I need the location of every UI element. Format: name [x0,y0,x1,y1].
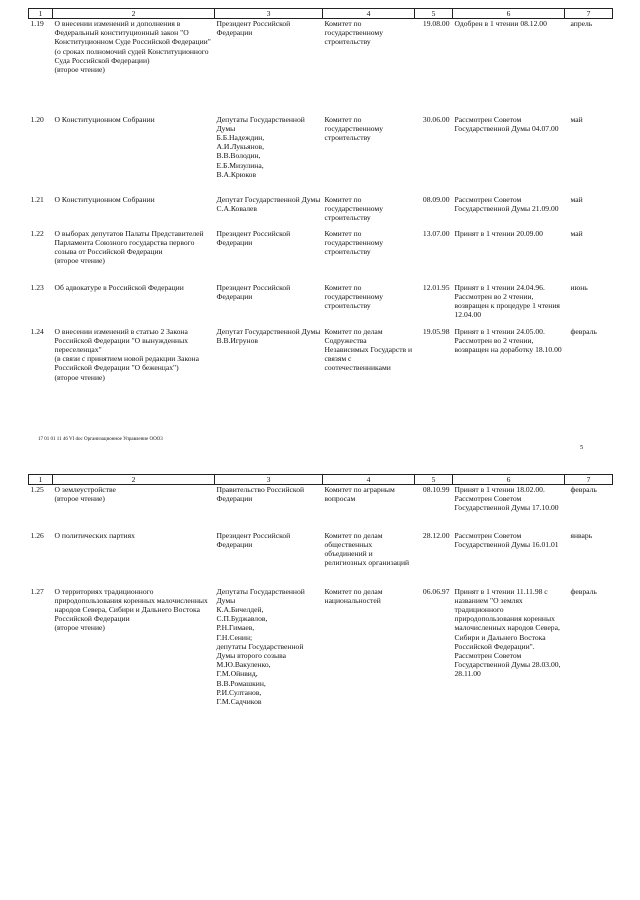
row-number: 1.24 [30,326,44,336]
responsible-committee: Комитет по государственному строительству [324,282,384,310]
planned-month: май [570,114,583,124]
bill-title: О выборах депутатов Палаты Представителей Парламента Союзного государства первого созыва от Российской Федерации (второе чтение) [54,228,204,266]
table-row [29,327,613,407]
column-header: 6 [453,9,565,19]
planned-month: январь [570,530,593,540]
column-header: 2 [53,9,215,19]
bills-table-lower [28,474,613,747]
row-number: 1.26 [30,530,44,540]
document-footer: 17 01 01 11 46 VI doc Организационное Управление ООО3 [38,437,163,442]
bill-title: О политических партиях [54,530,135,540]
responsible-committee: Комитет по аграрным вопросам [324,485,395,504]
bill-author: Правительство Российской Федерации [216,485,305,504]
responsible-committee: Комитет по государственному строительству [324,228,384,256]
row-number: 1.19 [30,19,44,28]
bill-author: Президент Российской Федерации [216,282,291,301]
bill-status: Рассмотрен Советом Государственной Думы 04.07.00 [454,114,559,133]
header-row [29,475,613,485]
row-number: 1.25 [30,485,44,494]
submission-date: 12.01.95 [422,282,450,292]
column-header: 1 [29,9,53,19]
table-row [29,115,613,195]
bill-status: Рассмотрен Советом Государственной Думы 21.09.00 [454,194,559,213]
bill-title: Об адвокатуре в Российской Федерации [54,282,184,292]
column-header: 3 [215,475,323,485]
column-header: 4 [323,9,415,19]
responsible-committee: Комитет по государственному строительству [324,114,384,142]
column-header: 2 [53,475,215,485]
submission-date: 08.09.00 [422,194,450,204]
column-header: 7 [565,9,613,19]
header-row [29,9,613,19]
submission-date: 06.06.97 [422,586,450,596]
submission-date: 19.05.98 [422,326,450,336]
submission-date: 19.08.00 [422,19,450,28]
bill-author: Президент Российской Федерации [216,228,291,247]
bill-title: О Конституционном Собрании [54,114,155,124]
bill-title: О внесении изменений и дополнения в Федеральный конституционный закон "О Конституционном Суде Российской Федерации" (о сроках полномочий судей Конституционного Суда Российской Федерации) (второе чтение) [54,19,211,75]
bill-title: О территориях традиционного природопользования коренных малочисленных народов Севера, Сибири и Дальнего Востока Российской Федерации (второе чтение) [54,586,208,633]
table-row [29,587,613,747]
submission-date: 13.07.00 [422,228,450,238]
bill-status: Принят в 1 чтении 18.02.00. Рассмотрен Советом Государственной Думы 17.10.00 [454,485,559,513]
bill-title: О внесении изменений в статью 2 Закона Российской Федерации "О вынужденных переселенцах" (в связи с принятием новой редакции Закона Российской Федерации "О беженцах") (второе чтение) [54,326,199,382]
submission-date: 28.12.00 [422,530,450,540]
table-row [29,283,613,327]
column-header: 5 [415,9,453,19]
row-number: 1.22 [30,228,44,238]
column-header: 5 [415,475,453,485]
planned-month: май [570,228,583,238]
table-row [29,195,613,229]
responsible-committee: Комитет по делам общественных объединений и религиозных организаций [324,530,410,568]
row-number: 1.23 [30,282,44,292]
bill-author: Депутаты Государственной Думы К.А.Бичелдей, С.П.Буджавлов, Р.Н.Гимаев, Г.Н.Сенин; депутаты Государственной Думы второго созыва М.Ю.Вакуленко, Г.М.Ойнвид, В.В.Ромашкин, Р.И.Султанов, Г.М.Садчиков [216,586,305,706]
bill-status: Рассмотрен Советом Государственной Думы 16.01.01 [454,530,559,549]
page-number: 5 [580,444,584,451]
table-row [29,19,613,115]
planned-month: апрель [570,19,593,28]
table-row [29,531,613,587]
submission-date: 30.06.00 [422,114,450,124]
planned-month: февраль [570,485,597,494]
bill-author: Депутаты Государственной Думы Б.Б.Надеждин, А.И.Лукьянов, В.В.Володин, Е.Б.Мизулина, В.А.Крюков [216,114,305,179]
bill-author: Депутат Государственной Думы В.В.Игрунов [216,326,321,345]
planned-month: май [570,194,583,204]
bill-title: О землеустройстве (второе чтение) [54,485,116,504]
column-header: 1 [29,475,53,485]
table-row [29,485,613,531]
bill-status: Принят в 1 чтении 20.09.00 [454,228,543,238]
bill-author: Депутат Государственной Думы С.А.Ковалев [216,194,321,213]
column-header: 6 [453,475,565,485]
responsible-committee: Комитет по государственному строительству [324,19,384,47]
bill-status: Принят в 1 чтении 11.11.98 с названием "О землях традиционного природопользования коренных малочисленных народов Севера, Сибири и Дальнего Востока Российской Федерации". Рассмотрен Советом Государственной Думы 28.03.00, 28.11.00 [454,586,561,679]
row-number: 1.20 [30,114,44,124]
row-number: 1.27 [30,586,44,596]
planned-month: июнь [570,282,588,292]
bill-status: Принят в 1 чтении 24.04.96. Рассмотрен во 2 чтении, возвращен к процедуре 1 чтения 12.04.00 [454,282,560,320]
bill-author: Президент Российской Федерации [216,530,291,549]
bill-title: О Конституционном Собрании [54,194,155,204]
column-header: 4 [323,475,415,485]
responsible-committee: Комитет по государственному строительству [324,194,384,222]
column-header: 3 [215,9,323,19]
table-row [29,229,613,283]
bill-status: Одобрен в 1 чтении 08.12.00 [454,19,547,28]
planned-month: февраль [570,586,597,596]
responsible-committee: Комитет по делам национальностей [324,586,383,605]
bill-status: Принят в 1 чтении 24.05.00. Рассмотрен во 2 чтении, возвращен на доработку 18.10.00 [454,326,562,354]
row-number: 1.21 [30,194,44,204]
column-header: 7 [565,475,613,485]
planned-month: февраль [570,326,597,336]
responsible-committee: Комитет по делам Содружества Независимых Государств и связям с соотечественниками [324,326,413,373]
bills-table-upper [28,8,613,407]
bill-author: Президент Российской Федерации [216,19,291,38]
submission-date: 08.10.99 [422,485,450,494]
